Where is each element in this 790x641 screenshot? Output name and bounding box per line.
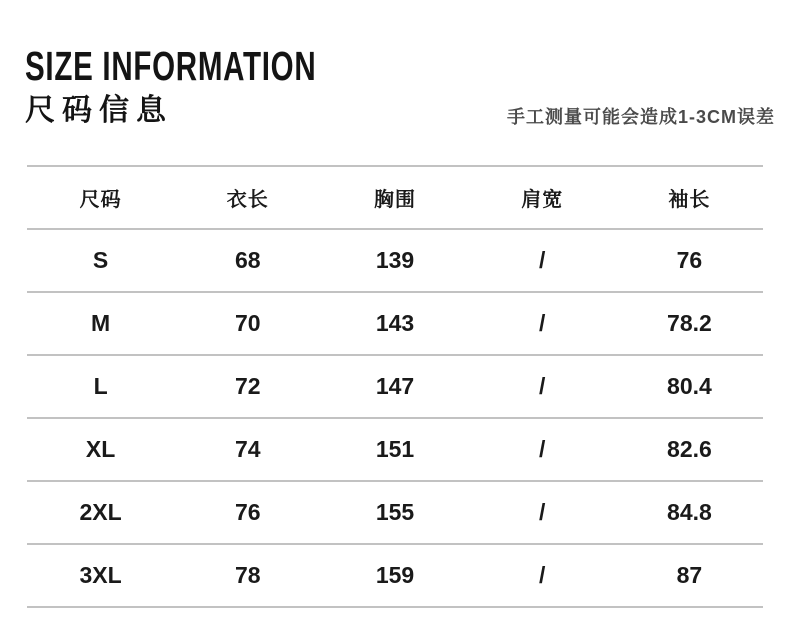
bust-value: 151: [375, 436, 415, 462]
column-header-shoulder: 肩宽: [521, 189, 564, 211]
shoulder-value: /: [539, 373, 546, 399]
bust-value: 143: [375, 310, 415, 336]
measurement-tolerance-note: 手工测量可能会造成1-3CM误差: [506, 107, 775, 127]
shoulder-value: /: [539, 562, 546, 588]
column-header-length: 衣长: [226, 189, 269, 211]
table-row-xl: [27, 419, 763, 482]
section-title-en: SIZE INFORMATION: [25, 43, 317, 89]
table-row-s: [27, 230, 763, 293]
length-value: 78: [235, 562, 261, 588]
size-chart-table: [27, 165, 763, 608]
length-value: 76: [235, 499, 261, 525]
size-label: M: [91, 310, 111, 336]
column-header-bust: 胸围: [374, 189, 416, 211]
bust-value: 159: [375, 562, 415, 588]
length-value: 72: [235, 373, 261, 399]
size-label: XL: [85, 436, 116, 462]
bust-value: 147: [375, 373, 415, 399]
length-value: 68: [235, 247, 261, 273]
table-row-3xl: [27, 545, 763, 608]
length-value: 74: [235, 436, 261, 462]
table-row-m: [27, 293, 763, 356]
size-label: S: [92, 247, 109, 273]
size-label: 2XL: [79, 499, 122, 525]
sleeve-value: 84.8: [667, 499, 712, 525]
shoulder-value: /: [539, 499, 546, 525]
length-value: 70: [235, 310, 261, 336]
size-label: 3XL: [79, 562, 122, 588]
section-title-cn: 尺码信息: [25, 94, 173, 127]
sleeve-value: 78.2: [667, 310, 712, 336]
table-header-row: [27, 167, 763, 230]
bust-value: 139: [375, 247, 415, 273]
shoulder-value: /: [539, 436, 546, 462]
table-row-l: [27, 356, 763, 419]
section-heading: [25, 43, 430, 127]
shoulder-value: /: [539, 247, 546, 273]
sleeve-value: 76: [676, 247, 703, 273]
shoulder-value: /: [539, 310, 546, 336]
column-header-size: 尺码: [79, 189, 122, 211]
column-header-sleeve: 袖长: [668, 189, 711, 211]
sleeve-value: 80.4: [667, 373, 712, 399]
size-label: L: [93, 373, 108, 399]
bust-value: 155: [375, 499, 415, 525]
sleeve-value: 87: [676, 562, 703, 588]
table-row-2xl: [27, 482, 763, 545]
sleeve-value: 82.6: [667, 436, 712, 462]
